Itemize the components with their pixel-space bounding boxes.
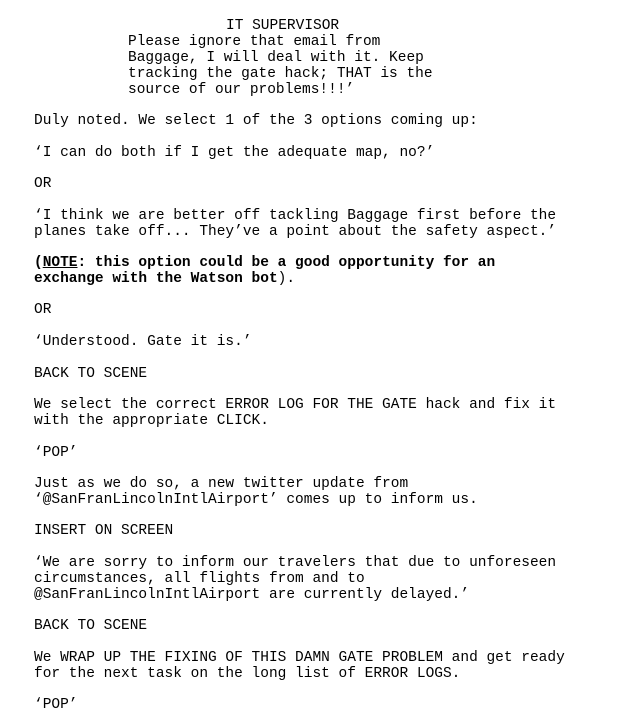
action-line: Duly noted. We select 1 of the 3 options coming up: bbox=[34, 113, 478, 129]
dialogue-line: source of our problems!!!’ bbox=[128, 82, 355, 98]
sound-effect: ‘POP’ bbox=[34, 697, 78, 713]
action-line: with the appropriate CLICK. bbox=[34, 413, 269, 429]
option-line: ‘I can do both if I get the adequate map, no?’ bbox=[34, 145, 435, 161]
action-line: We WRAP UP THE FIXING OF THIS DAMN GATE PROBLEM and get ready bbox=[34, 650, 565, 666]
action-line: Just as we do so, a new twitter update from bbox=[34, 476, 409, 492]
dialogue-line: Please ignore that email from bbox=[128, 34, 381, 50]
scene-transition: BACK TO SCENE bbox=[34, 366, 148, 382]
note-text: exchange with the Watson bot bbox=[34, 271, 278, 287]
note-keyword: NOTE bbox=[42, 255, 78, 271]
action-line: ‘@SanFranLincolnIntlAirport’ comes up to inform us. bbox=[34, 492, 478, 508]
note-text: : this option could be a good opportunity for an bbox=[77, 255, 496, 271]
insert-line: @SanFranLincolnIntlAirport are currently delayed.’ bbox=[34, 587, 470, 603]
sound-effect: ‘POP’ bbox=[34, 445, 78, 461]
option-line: ‘Understood. Gate it is.’ bbox=[34, 334, 252, 350]
dialogue-line: tracking the gate hack; THAT is the bbox=[128, 66, 433, 82]
note-open-paren: ( bbox=[34, 255, 43, 271]
character-name: IT SUPERVISOR bbox=[226, 18, 340, 34]
option-line: planes take off... They’ve a point about the safety aspect.’ bbox=[34, 224, 557, 240]
insert-line: ‘We are sorry to inform our travelers that due to unforeseen bbox=[34, 555, 557, 571]
insert-line: circumstances, all flights from and to bbox=[34, 571, 365, 587]
or-separator: OR bbox=[34, 302, 52, 318]
note-line bbox=[34, 271, 295, 287]
note-close: ). bbox=[277, 271, 296, 287]
scene-transition: BACK TO SCENE bbox=[34, 618, 148, 634]
insert-heading: INSERT ON SCREEN bbox=[34, 523, 174, 539]
action-line: for the next task on the long list of ERROR LOGS. bbox=[34, 666, 461, 682]
or-separator: OR bbox=[34, 176, 52, 192]
action-line: We select the correct ERROR LOG FOR THE GATE hack and fix it bbox=[34, 397, 557, 413]
option-line: ‘I think we are better off tackling Baggage first before the bbox=[34, 208, 557, 224]
note-line bbox=[34, 255, 495, 271]
dialogue-line: Baggage, I will deal with it. Keep bbox=[128, 50, 424, 66]
